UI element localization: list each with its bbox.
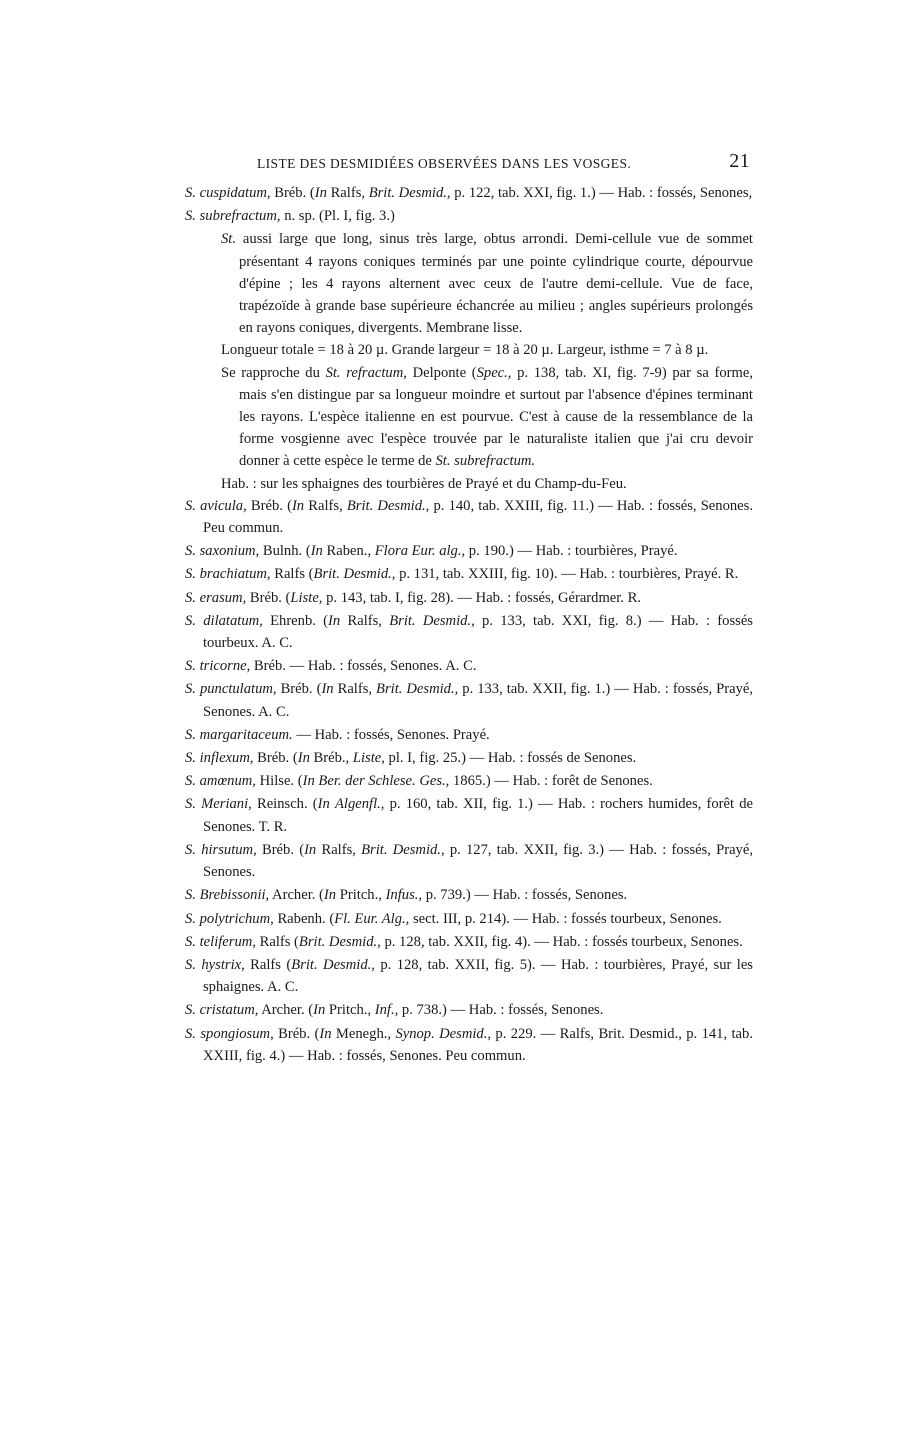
species-name: hirsutum, bbox=[201, 841, 257, 858]
species-name: tricorne, bbox=[199, 658, 251, 675]
subrefractum-description: St. aussi large que long, sinus très large, obtus arrondi. Demi-cellule vue de sommet présentant 4 rayons coniques terminés par une pointe cylindrique courte, dépourvue d'épine ; les 4 rayons alternent avec ceux de l'autre demi-cellule. Vue de face, trapézoïde à grande base supérieure échancrée au milieu ; angles supérieurs prolongés en rayons coniques, divergents. Membrane lisse. bbox=[221, 231, 753, 337]
species-entry: S. dilatatum, Ehrenb. (In Ralfs, Brit. Desmid., p. 133, tab. XXI, fig. 8.) — Hab. : fossés tourbeux. A. C. bbox=[185, 612, 753, 652]
species-entry: S. hirsutum, Bréb. (In Ralfs, Brit. Desmid., p. 127, tab. XXII, fig. 3.) — Hab. : fossés, Prayé, Senones. bbox=[185, 841, 753, 881]
species-name: punctulatum, bbox=[199, 681, 277, 698]
page-body bbox=[185, 182, 753, 1068]
species-entry: S. Meriani, Reinsch. (In Algenfl., p. 160, tab. XII, fig. 1.) — Hab. : rochers humides, forêt de Senones. T. R. bbox=[185, 796, 754, 835]
species-name: amœnum, bbox=[199, 773, 256, 790]
species-entry: S. avicula, Bréb. (In Ralfs, Brit. Desmid., p. 140, tab. XXIII, fig. 11.) — Hab. : fossés, Senones. Peu commun. bbox=[185, 497, 753, 537]
entry-subrefractum: S. subrefractum, n. sp. (Pl. I, fig. 3.) bbox=[185, 208, 395, 225]
species-name: polytrichum, bbox=[199, 910, 274, 927]
species-entry: S. erasum, Bréb. (Liste, p. 143, tab. I, fig. 28). — Hab. : fossés, Gérardmer. R. bbox=[185, 589, 642, 606]
species-name: dilatatum, bbox=[203, 612, 263, 629]
species-entry: S. amœnum, Hilse. (In Ber. der Schlese. Ges., 1865.) — Hab. : forêt de Senones. bbox=[185, 773, 653, 790]
running-title: LISTE DES DESMIDIÉES OBSERVÉES DANS LES VOSGES. bbox=[257, 156, 632, 171]
species-name: subrefractum, bbox=[199, 208, 281, 225]
species-entry: S. tricorne, Bréb. — Hab. : fossés, Senones. A. C. bbox=[185, 658, 477, 675]
species-entry: S. margaritaceum. — Hab. : fossés, Senones. Prayé. bbox=[185, 726, 490, 743]
species-entry: S. polytrichum, Rabenh. (Fl. Eur. Alg., sect. III, p. 214). — Hab. : fossés tourbeux, Senones. bbox=[185, 910, 722, 927]
species-name: inflexum, bbox=[199, 750, 254, 767]
species-entry: S. saxonium, Bulnh. (In Raben., Flora Eur. alg., p. 190.) — Hab. : tourbières, Prayé. bbox=[185, 543, 678, 560]
species-name: avicula, bbox=[200, 497, 247, 514]
species-name: saxonium, bbox=[199, 543, 260, 560]
species-name: Brebissonii, bbox=[199, 887, 270, 904]
species-entry: S. teliferum, Ralfs (Brit. Desmid., p. 128, tab. XXII, fig. 4). — Hab. : fossés tourbeux, Senones. bbox=[185, 933, 743, 950]
species-entry: S. punctulatum, Bréb. (In Ralfs, Brit. Desmid., p. 133, tab. XXII, fig. 1.) — Hab. : fossés, Prayé, Senones. A. C. bbox=[185, 681, 754, 720]
species-list bbox=[185, 495, 753, 1067]
entry-cuspidatum: S. cuspidatum, Bréb. (In Ralfs, Brit. Desmid., p. 122, tab. XXI, fig. 1.) — Hab. : fossés, Senones, bbox=[185, 185, 753, 201]
species-entry: S. hystrix, Ralfs (Brit. Desmid., p. 128, tab. XXII, fig. 5). — Hab. : tourbières, Prayé, sur les sphaignes. A. C. bbox=[185, 956, 753, 996]
subrefractum-habitat: Hab. : sur les sphaignes des tourbières de Prayé et du Champ-du-Feu. bbox=[221, 475, 627, 492]
species-name: cristatum, bbox=[199, 1002, 259, 1019]
species-entry: S. Brebissonii, Archer. (In Pritch., Infus., p. 739.) — Hab. : fossés, Senones. bbox=[185, 887, 628, 904]
species-entry: S. inflexum, Bréb. (In Bréb., Liste, pl. I, fig. 25.) — Hab. : fossés de Senones. bbox=[185, 750, 637, 767]
species-name: margaritaceum. bbox=[199, 726, 293, 743]
species-name: Meriani, bbox=[201, 796, 252, 813]
species-entry: S. spongiosum, Bréb. (In Menegh., Synop. Desmid., p. 229. — Ralfs, Brit. Desmid., p. 141, tab. XXIII, fig. 4.) — Hab. : fossés, Senones. Peu commun. bbox=[185, 1025, 753, 1064]
species-name: erasum, bbox=[199, 589, 247, 606]
species-name: hystrix, bbox=[201, 956, 245, 973]
subrefractum-comparison: Se rapproche du St. refractum, Delponte (Spec., p. 138, tab. XI, fig. 7-9) par sa forme, mais s'en distingue par sa longueur moindre et surtout par l'absence d'épines terminant les rayons. L'espèce italienne en est pourvue. C'est à cause de la ressemblance de la forme vosgienne avec l'espèce trouvée par le naturaliste italien que j'ai cru devoir donner à cette espèce le terme de St. subrefractum. bbox=[221, 364, 753, 470]
species-name: cuspidatum, bbox=[199, 185, 271, 201]
species-entry: S. brachiatum, Ralfs (Brit. Desmid., p. 131, tab. XXIII, fig. 10). — Hab. : tourbières, Prayé. R. bbox=[185, 566, 739, 583]
species-name: spongiosum, bbox=[200, 1025, 274, 1042]
species-name: brachiatum, bbox=[199, 566, 271, 583]
subrefractum-dimensions: Longueur totale = 18 à 20 µ. Grande largeur = 18 à 20 µ. Largeur, isthme = 7 à 8 µ. bbox=[221, 342, 709, 359]
species-name: teliferum, bbox=[199, 933, 256, 950]
page-number: 21 bbox=[729, 150, 750, 172]
species-entry: S. cristatum, Archer. (In Pritch., Inf., p. 738.) — Hab. : fossés, Senones. bbox=[185, 1002, 604, 1019]
